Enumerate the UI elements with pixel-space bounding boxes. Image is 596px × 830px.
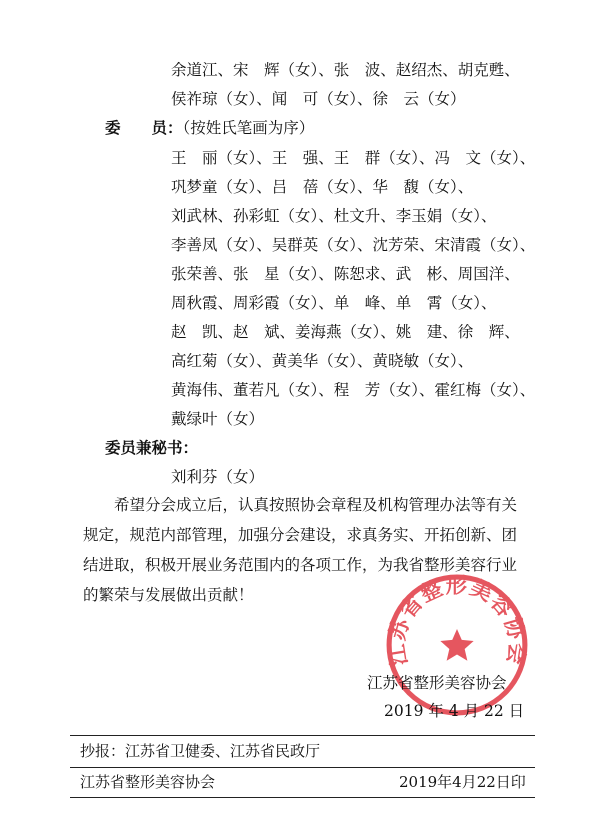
signature-date: 2019 年 4 月 22 日 [384, 702, 525, 720]
committee-member-line: 黄海伟、董若凡（女）、程 芳（女）、霍红梅（女）、 [171, 381, 536, 399]
seal-star-icon [440, 629, 473, 661]
committee-member-line: 刘武林、孙彩虹（女）、杜文升、李玉娟（女）、 [171, 207, 497, 225]
footer-rule-top [70, 735, 535, 736]
committee-member-line: 周秋霞、周彩霞（女）、单 峰、单 霄（女）、 [171, 294, 497, 312]
committee-member-line: 赵 凯、赵 斌、姜海燕（女）、姚 建、徐 辉、 [171, 323, 520, 341]
footer-rule-middle [70, 767, 535, 768]
footer-printed-date: 2019年4月22日印 [399, 773, 526, 791]
official-seal [384, 572, 530, 718]
closing-paragraph-line: 的繁荣与发展做出贡献！ [83, 586, 254, 604]
closing-paragraph-line: 希望分会成立后，认真按照协会章程及机构管理办法等有关 [114, 496, 518, 514]
secretary-name: 刘利芬（女） [171, 468, 265, 486]
footer-rule-bottom [70, 797, 535, 798]
committee-member-line: 张荣善、张 星（女）、陈恕求、武 彬、周国洋、 [171, 265, 520, 283]
committee-heading-note: （按姓氏笔画为序） [182, 119, 315, 137]
committee-member-line: 高红菊（女）、黄美华（女）、黄晓敏（女）、 [171, 352, 474, 370]
footer-cc: 抄报：江苏省卫健委、江苏省民政厅 [80, 742, 321, 760]
committee-member-line: 戴绿叶（女） [171, 410, 265, 428]
member-line-top-1: 余道江、宋 辉（女）、张 波、赵绍杰、胡克甦、 [171, 61, 520, 79]
committee-member-line: 李善凤（女）、吴群英（女）、沈芳荣、宋清霞（女）、 [171, 236, 536, 254]
closing-paragraph-line: 结进取，积极开展业务范围内的各项工作，为我省整形美容行业 [83, 556, 518, 574]
signature-org: 江苏省整形美容协会 [367, 674, 507, 692]
seal-text: 江苏省整形美容协会 [384, 572, 530, 668]
closing-paragraph-line: 规定，规范内部管理，加强分会建设，求真务实、开拓创新、团 [83, 526, 518, 544]
member-line-top-2: 侯祚琼（女）、闻 可（女）、徐 云（女） [171, 90, 466, 108]
committee-member-line: 巩梦童（女）、吕 蓓（女）、华 馥（女）、 [171, 178, 474, 196]
footer-issuer: 江苏省整形美容协会 [80, 773, 216, 791]
committee-heading [105, 118, 314, 138]
committee-heading-label: 委 员： [105, 119, 183, 137]
secretary-heading: 委员兼秘书： [105, 439, 199, 457]
committee-member-line: 王 丽（女）、王 强、王 群（女）、冯 文（女）、 [171, 149, 536, 167]
